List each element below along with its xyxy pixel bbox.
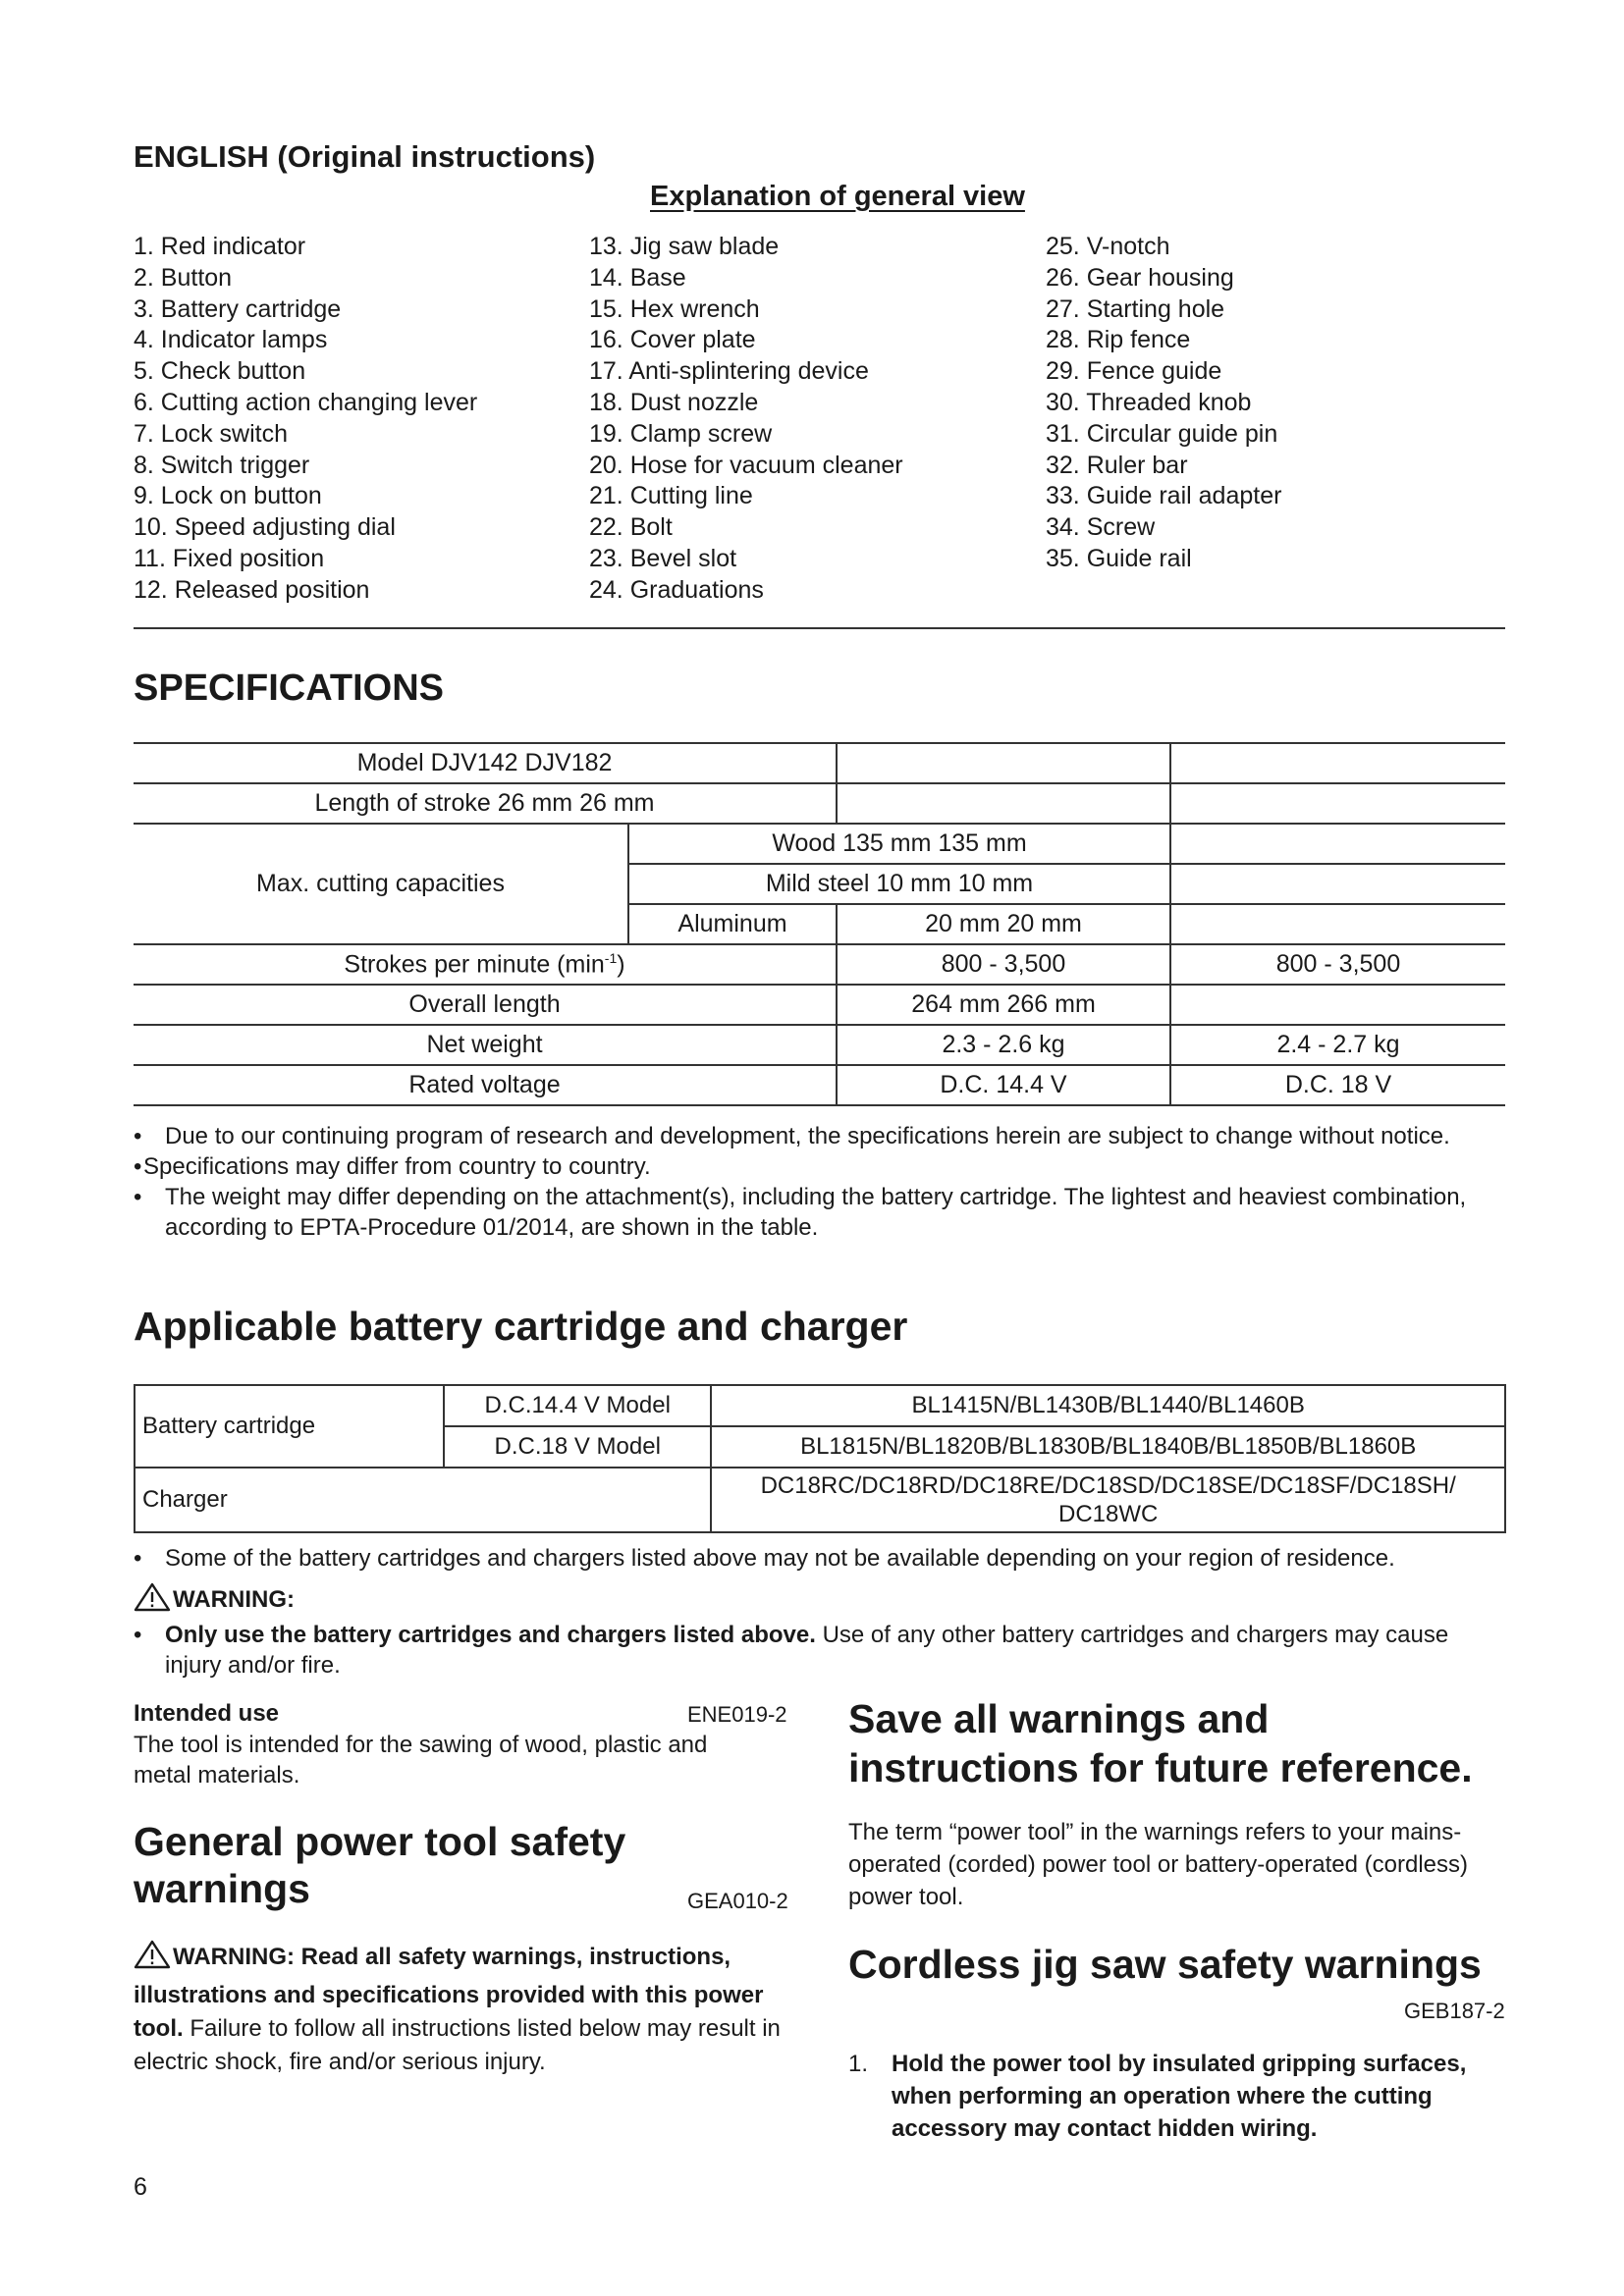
spm-label: Strokes per minute (min bbox=[344, 950, 605, 979]
intended-use-title: Intended use bbox=[134, 1700, 280, 1727]
list-item: 30. Threaded knob bbox=[1046, 388, 1252, 416]
general-safety-title bbox=[134, 1818, 625, 1912]
general-view-title: Explanation of general view bbox=[650, 181, 1025, 212]
table-cell bbox=[837, 783, 1170, 824]
table-cell: 2.4 - 2.7 kg bbox=[1170, 1025, 1505, 1065]
warning-bold-text: Only use the battery cartridges and chargers listed above. bbox=[165, 1622, 816, 1648]
table-cell: BL1415N/BL1430B/BL1440/BL1460B bbox=[711, 1385, 1505, 1426]
general-safety-code: GEA010-2 bbox=[687, 1889, 788, 1913]
table-cell bbox=[1170, 904, 1505, 944]
battery-section-title: Applicable battery cartridge and charger bbox=[134, 1304, 908, 1349]
warning-triangle-icon bbox=[134, 1582, 171, 1619]
table-cell: 20 mm 20 mm bbox=[837, 904, 1170, 944]
list-item: 1. Red indicator bbox=[134, 233, 306, 260]
general-view-column-1 bbox=[134, 232, 477, 607]
warning-label-text: WARNING: bbox=[173, 1586, 295, 1613]
table-cell: Mild steel 10 mm 10 mm bbox=[628, 864, 1170, 904]
list-item: 8. Switch trigger bbox=[134, 451, 310, 479]
warning-triangle-icon bbox=[134, 1940, 171, 1979]
table-cell: Model DJV142 DJV182 bbox=[134, 743, 837, 783]
spm-close: ) bbox=[617, 950, 625, 979]
general-view-column-2 bbox=[589, 232, 903, 607]
table-row bbox=[134, 824, 1505, 864]
warning-text: Failure to follow all instructions listed below may result in electric shock, fire and/or serious injury. bbox=[134, 2015, 781, 2075]
table-cell bbox=[1170, 824, 1505, 864]
table-cell: 800 - 3,500 bbox=[1170, 944, 1505, 985]
list-item: 6. Cutting action changing lever bbox=[134, 388, 478, 416]
save-warnings-title-line: instructions for future reference. bbox=[848, 1745, 1473, 1790]
list-item: 14. Base bbox=[589, 263, 686, 292]
note-item bbox=[134, 1151, 1508, 1182]
list-item: 15. Hex wrench bbox=[589, 294, 760, 323]
list-item-text: Hold the power tool by insulated gripping surfaces, when performing an operation where the cutting accessory may contact hidden wiring. bbox=[892, 2051, 1467, 2142]
battery-table bbox=[134, 1384, 1506, 1533]
bullet-icon: • bbox=[134, 1184, 142, 1210]
page-number: 6 bbox=[134, 2173, 147, 2201]
list-item: 11. Fixed position bbox=[134, 544, 325, 572]
bullet-icon: • bbox=[134, 1622, 142, 1648]
list-item: 4. Indicator lamps bbox=[134, 326, 328, 354]
specifications-table bbox=[134, 742, 1505, 1106]
list-item: 13. Jig saw blade bbox=[589, 233, 780, 260]
intended-use-text: The tool is intended for the sawing of wood, plastic and metal materials. bbox=[134, 1732, 708, 1789]
list-item: 16. Cover plate bbox=[589, 326, 756, 354]
list-item: 27. Starting hole bbox=[1046, 294, 1225, 323]
list-item: 23. Bevel slot bbox=[589, 544, 737, 572]
cordless-safety-title: Cordless jig saw safety warnings bbox=[848, 1942, 1482, 1987]
charger-models-line: DC18RC/DC18RD/DC18RE/DC18SD/DC18SE/DC18SF/DC18SH/ bbox=[760, 1472, 1456, 1499]
list-item: 10. Speed adjusting dial bbox=[134, 513, 396, 542]
list-item: 31. Circular guide pin bbox=[1046, 419, 1278, 448]
battery-note bbox=[134, 1543, 1508, 1574]
table-cell: Wood 135 mm 135 mm bbox=[628, 824, 1170, 864]
list-item: 29. Fence guide bbox=[1046, 357, 1222, 386]
table-cell: 800 - 3,500 bbox=[837, 944, 1170, 985]
table-cell bbox=[1170, 864, 1505, 904]
list-item: 20. Hose for vacuum cleaner bbox=[589, 451, 903, 479]
table-row bbox=[135, 1385, 1505, 1426]
table-row bbox=[134, 783, 1505, 824]
list-item: 35. Guide rail bbox=[1046, 544, 1192, 572]
list-item: 7. Lock switch bbox=[134, 419, 289, 448]
list-item: 2. Button bbox=[134, 263, 233, 292]
list-item: 32. Ruler bar bbox=[1046, 451, 1188, 479]
battery-warning-label bbox=[134, 1582, 295, 1619]
table-cell bbox=[1170, 985, 1505, 1025]
warning-bold-text: WARNING: Read all safety warnings, instructions, illustrations and specifications provided with this power tool. bbox=[134, 1944, 764, 2042]
specifications-title: SPECIFICATIONS bbox=[134, 667, 444, 709]
note-item bbox=[134, 1121, 1508, 1151]
language-title: ENGLISH (Original instructions) bbox=[134, 139, 596, 174]
note-item bbox=[134, 1182, 1508, 1243]
charger-models-line: DC18WC bbox=[1058, 1501, 1159, 1527]
table-cell bbox=[837, 743, 1170, 783]
table-cell: Net weight bbox=[134, 1025, 837, 1065]
table-cell bbox=[1170, 783, 1505, 824]
general-safety-title-line: General power tool safety bbox=[134, 1819, 626, 1864]
note-item bbox=[134, 1543, 1508, 1574]
save-warnings-text: The term “power tool” in the warnings refers to your mains-operated (corded) power tool or battery-operated (cordless) power tool. bbox=[848, 1819, 1468, 1910]
list-number: 1. bbox=[848, 2051, 869, 2077]
note-item bbox=[134, 1620, 1508, 1681]
table-cell: D.C. 14.4 V bbox=[837, 1065, 1170, 1105]
list-item: 19. Clamp screw bbox=[589, 419, 773, 448]
table-cell: D.C.14.4 V Model bbox=[444, 1385, 711, 1426]
list-item: 24. Graduations bbox=[589, 575, 764, 604]
table-cell bbox=[134, 944, 837, 985]
table-cell: Length of stroke 26 mm 26 mm bbox=[134, 783, 837, 824]
bullet-icon: • bbox=[134, 1153, 142, 1180]
table-row bbox=[135, 1468, 1505, 1532]
general-safety-title-line: warnings bbox=[134, 1866, 310, 1911]
note-text: Specifications may differ from country to country. bbox=[143, 1153, 651, 1180]
save-warnings-title-line: Save all warnings and bbox=[848, 1696, 1270, 1741]
list-item: 9. Lock on button bbox=[134, 482, 322, 510]
table-cell: Charger bbox=[135, 1468, 711, 1532]
table-row bbox=[134, 1025, 1505, 1065]
list-item: 34. Screw bbox=[1046, 513, 1156, 542]
table-cell: Rated voltage bbox=[134, 1065, 837, 1105]
table-cell bbox=[711, 1468, 1505, 1532]
list-item: 26. Gear housing bbox=[1046, 263, 1234, 292]
table-row bbox=[134, 743, 1505, 783]
list-item: 5. Check button bbox=[134, 357, 306, 386]
table-cell: Battery cartridge bbox=[135, 1385, 444, 1468]
general-safety-warning bbox=[134, 1940, 791, 2079]
table-row bbox=[134, 944, 1505, 985]
spm-superscript: -1 bbox=[604, 949, 618, 966]
cordless-item-1 bbox=[848, 2048, 1506, 2145]
list-item: 12. Released position bbox=[134, 575, 370, 604]
cordless-safety-code: GEB187-2 bbox=[1404, 1999, 1505, 2023]
list-item: 22. Bolt bbox=[589, 513, 673, 542]
table-row bbox=[134, 985, 1505, 1025]
note-text: Some of the battery cartridges and chargers listed above may not be available depending on your region of residence. bbox=[165, 1545, 1395, 1572]
list-item: 28. Rip fence bbox=[1046, 326, 1191, 354]
table-cell: BL1815N/BL1820B/BL1830B/BL1840B/BL1850B/BL1860B bbox=[711, 1426, 1505, 1468]
note-text: Due to our continuing program of research and development, the specifications herein are subject to change without notice. bbox=[165, 1123, 1450, 1149]
table-cell: Max. cutting capacities bbox=[134, 824, 628, 944]
list-item: 25. V-notch bbox=[1046, 233, 1170, 260]
intended-use-code: ENE019-2 bbox=[687, 1702, 787, 1727]
save-warnings-title bbox=[848, 1694, 1473, 1792]
note-text: The weight may differ depending on the attachment(s), including the battery cartridge. The lightest and heaviest combination, according to EPTA-Procedure 01/2014, are shown in the table. bbox=[165, 1184, 1467, 1241]
bullet-icon: • bbox=[134, 1123, 142, 1149]
list-item: 33. Guide rail adapter bbox=[1046, 482, 1282, 510]
table-cell: Overall length bbox=[134, 985, 837, 1025]
table-cell bbox=[1170, 743, 1505, 783]
warning-text: Use of any other battery cartridges and chargers may cause injury and/or fire. bbox=[165, 1622, 1449, 1679]
table-cell: Aluminum bbox=[628, 904, 837, 944]
section-divider bbox=[134, 627, 1505, 629]
table-cell: 2.3 - 2.6 kg bbox=[837, 1025, 1170, 1065]
specification-notes bbox=[134, 1121, 1508, 1243]
table-row bbox=[134, 1065, 1505, 1105]
bullet-icon: • bbox=[134, 1545, 142, 1572]
list-item: 21. Cutting line bbox=[589, 482, 753, 510]
table-cell: 264 mm 266 mm bbox=[837, 985, 1170, 1025]
list-item: 17. Anti-splintering device bbox=[589, 357, 869, 386]
list-item: 18. Dust nozzle bbox=[589, 388, 759, 416]
table-cell: D.C. 18 V bbox=[1170, 1065, 1505, 1105]
list-item: 3. Battery cartridge bbox=[134, 294, 342, 323]
battery-warning bbox=[134, 1620, 1508, 1681]
general-view-column-3 bbox=[1046, 232, 1281, 575]
table-cell: D.C.18 V Model bbox=[444, 1426, 711, 1468]
